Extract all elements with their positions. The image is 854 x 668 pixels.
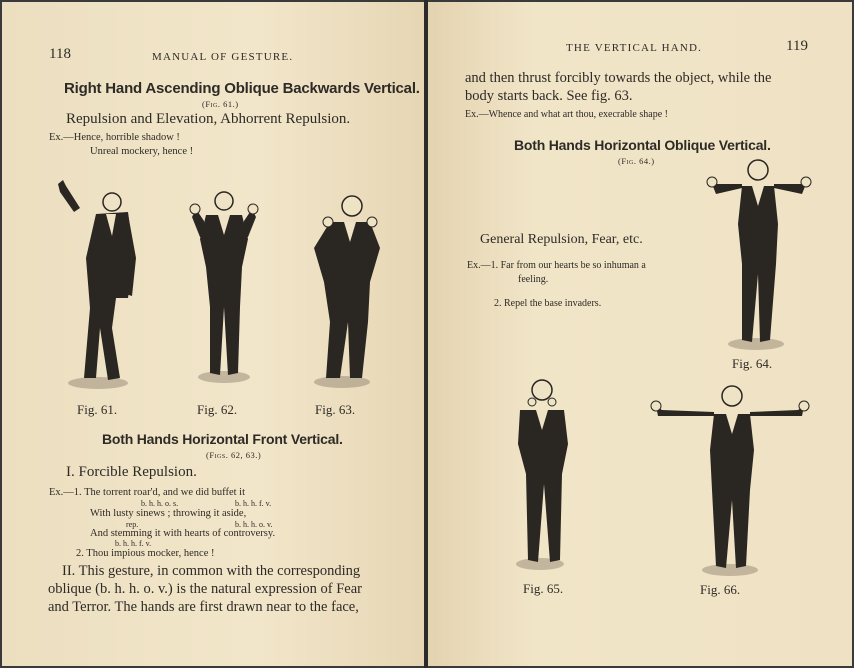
example2-far-line1: Ex.—1. Far from our hearts be so inhuman a (467, 260, 646, 271)
paragraph-line2: oblique (b. h. h. o. v.) is the natural expression of Fear (48, 581, 362, 597)
continuation-line2: body starts back. See fig. 63. (465, 88, 633, 104)
left-page (2, 2, 424, 666)
heading-right-hand-ascending: Right Hand Ascending Oblique Backwards Vertical. (64, 80, 420, 97)
paragraph-line3: and Terror. The hands are first drawn near to the face, (48, 599, 359, 615)
example-hence-line1: Ex.—Hence, horrible shadow ! (49, 132, 180, 143)
figure-62-illustration (184, 187, 266, 387)
caption-fig-62: Fig. 62. (197, 402, 238, 417)
example2-note2b: b. h. h. o. v. (235, 520, 273, 529)
page-number-118: 118 (49, 46, 71, 62)
example2-far-line2: feeling. (518, 274, 549, 285)
running-head-right: THE VERTICAL HAND. (566, 42, 703, 54)
example2-note1a: b. h. h. o. s. (141, 499, 179, 508)
example2-note3: b. h. h. f. v. (115, 539, 152, 548)
heading2-figs-ref: (Figs. 62, 63.) (206, 450, 262, 460)
subtitle-general-repulsion: General Repulsion, Fear, etc. (480, 232, 643, 247)
caption-fig-66: Fig. 66. (700, 582, 741, 597)
caption-fig-61: Fig. 61. (77, 402, 118, 417)
figure-61-illustration (50, 178, 142, 393)
running-head-left: MANUAL OF GESTURE. (152, 51, 294, 63)
subtitle-repulsion-elevation: Repulsion and Elevation, Abhorrent Repulsion. (66, 111, 351, 127)
example2-line2: With lusty sinews ; throwing it aside, (90, 508, 247, 519)
figure-65-illustration (506, 374, 576, 574)
example-whence: Ex.—Whence and what art thou, execrable shape ! (465, 109, 668, 120)
paragraph-line1: II. This gesture, in common with the corresponding (62, 563, 361, 579)
section-forcible-repulsion: I. Forcible Repulsion. (66, 464, 197, 480)
heading-both-hands-oblique-vertical: Both Hands Horizontal Oblique Vertical. (514, 137, 771, 153)
right-page (428, 2, 852, 666)
example2-line4: 2. Thou impious mocker, hence ! (76, 548, 215, 559)
figure-63-illustration (300, 192, 390, 392)
heading-both-hands-front-vertical: Both Hands Horizontal Front Vertical. (102, 431, 343, 447)
caption-fig-64: Fig. 64. (732, 356, 773, 371)
figure-64-illustration (706, 154, 816, 354)
example2-note2a: rep. (126, 520, 139, 529)
figure-66-illustration (650, 380, 810, 580)
heading-fig-ref: (Fig. 64.) (618, 156, 655, 166)
heading1-fig-ref: (Fig. 61.) (202, 99, 239, 109)
continuation-line1: and then thrust forcibly towards the object, while the (465, 70, 772, 86)
example2-line1: Ex.—1. The torrent roar'd, and we did buffet it (49, 487, 245, 498)
caption-fig-65: Fig. 65. (523, 581, 564, 596)
caption-fig-63: Fig. 63. (315, 402, 356, 417)
example2-line3: And stemming it with hearts of controversy. (90, 528, 276, 539)
example-hence-line2: Unreal mockery, hence ! (90, 146, 194, 157)
example2-note1b: b. h. h. f. v. (235, 499, 272, 508)
example2-repel: 2. Repel the base invaders. (494, 298, 602, 309)
page-number-119: 119 (786, 38, 808, 54)
